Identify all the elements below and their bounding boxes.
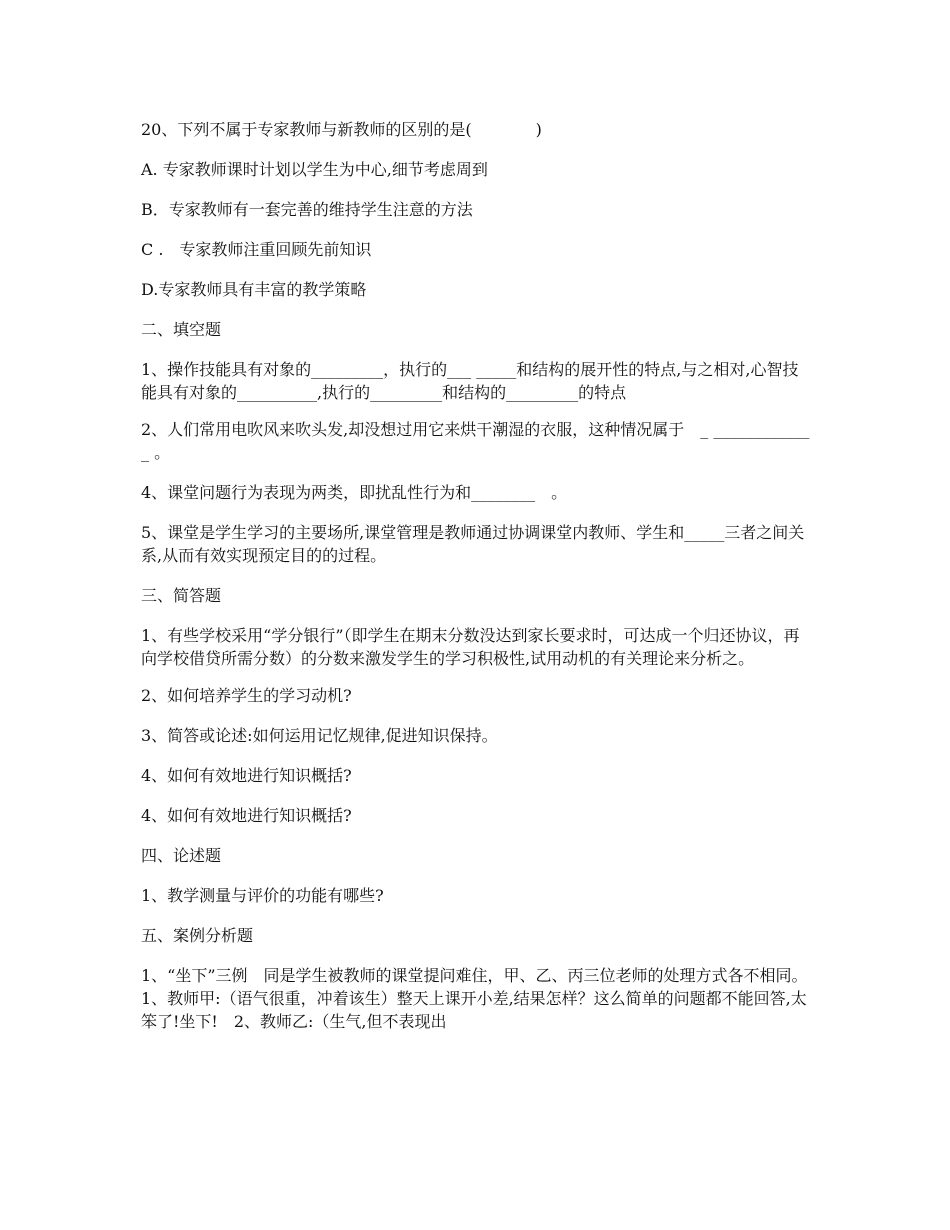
fill-in-question-2: 2、人们常用电吹风来吹头发,却没想过用它来烘干潮湿的衣服，这种情况属于 _ _____________ 。 xyxy=(141,420,810,462)
fill-in-question-5: 5、课堂是学生学习的主要场所,课堂管理是教师通过协调课堂内教师、学生和_____三者之间关系,从而有效实现预定目的的过程。 xyxy=(141,523,805,565)
document-body xyxy=(141,118,821,1033)
section-heading-essay: 四、论述题 xyxy=(141,846,222,865)
section-heading-short-answer: 三、简答题 xyxy=(141,586,222,605)
question-20-stem: 20、下列不属于专家教师与新教师的区别的是( ) xyxy=(141,120,542,139)
case-analysis-question-1: 1、“坐下”三例 同是学生被教师的课堂提问难住，甲、乙、丙三位老师的处理方式各不相同。 1、教师甲:（语气很重，冲着该生）整天上课开小差,结果怎样？这么简单的问题都不能回答,太笨了!坐下! 2、教师乙:（生气,但不表现出 xyxy=(141,966,821,1031)
question-20-option-d: D.专家教师具有丰富的教学策略 xyxy=(141,280,367,299)
essay-question-1: 1、教学测量与评价的功能有哪些? xyxy=(141,886,384,905)
question-20-option-a: A. 专家教师课时计划以学生为中心,细节考虑周到 xyxy=(141,160,488,179)
short-answer-question-4-repeat: 4、如何有效地进行知识概括? xyxy=(141,806,352,825)
section-heading-fill-in: 二、填空题 xyxy=(141,320,222,339)
fill-in-question-4: 4、课堂问题行为表现为两类，即扰乱性行为和________ 。 xyxy=(141,483,568,502)
section-heading-case-analysis: 五、案例分析题 xyxy=(141,926,254,945)
short-answer-question-4: 4、如何有效地进行知识概括? xyxy=(141,766,352,785)
question-20-option-b: B．专家教师有一套完善的维持学生注意的方法 xyxy=(141,200,473,219)
fill-in-question-1: 1、操作技能具有对象的_________，执行的___ _____和结构的展开性的特点,与之相对,心智技能具有对象的__________,执行的_________和结构的_________的特点 xyxy=(141,360,799,402)
short-answer-question-3: 3、简答或论述:如何运用记忆规律,促进知识保持。 xyxy=(141,726,498,745)
short-answer-question-2: 2、如何培养学生的学习动机? xyxy=(141,686,352,705)
short-answer-question-1: 1、有些学校采用“学分银行”（即学生在期末分数没达到家长要求时，可达成一个归还协议，再向学校借贷所需分数）的分数来激发学生的学习积极性,试用动机的有关理论来分析之。 xyxy=(141,626,800,668)
question-20-option-c: C . 专家教师注重回顾先前知识 xyxy=(141,240,372,259)
